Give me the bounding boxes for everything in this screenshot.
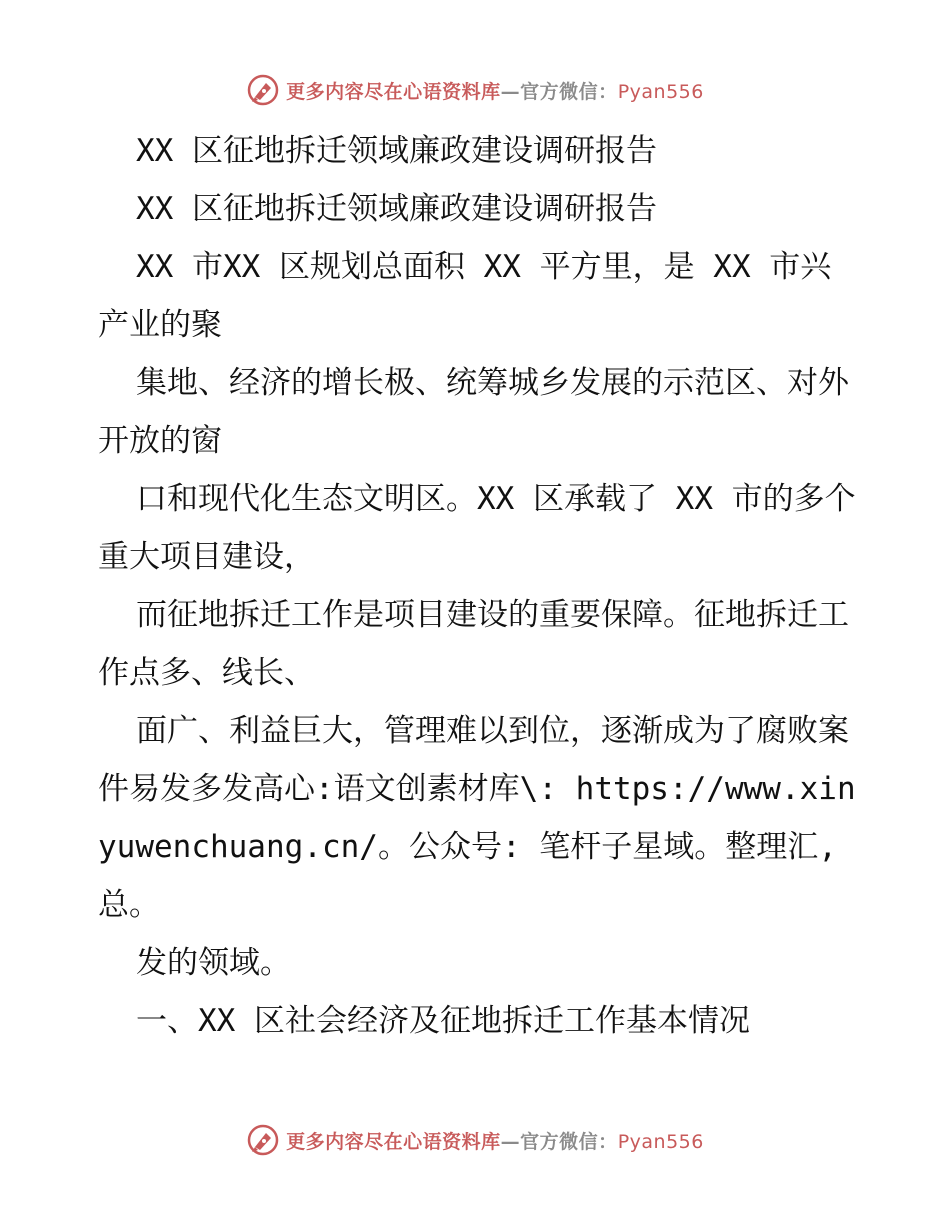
footer-watermark: [0, 1118, 950, 1162]
paragraph: 发的领域。: [136, 945, 291, 981]
section-heading: 一、XX 区社会经济及征地拆迁工作基本情况: [136, 1003, 750, 1039]
paragraph: 面广、利益巨大，管理难以到位，逐渐成为了腐败案件易发多发高心:语文创素材库\: https://www.xinyuwenchuang.cn/。公众号: 笔杆子星域。整理汇,总。: [98, 713, 856, 923]
watermark-text: 更多内容尽在心语资料库—官方微信：Pyan556: [286, 80, 704, 103]
document-heading: XX 区征地拆迁领域廉政建设调研报告: [136, 191, 657, 227]
document-body: [98, 122, 858, 1050]
paragraph: XX 市XX 区规划总面积 XX 平方里，是 XX 市兴产业的聚: [98, 249, 832, 343]
pen-nib-logo-icon: [246, 1123, 280, 1157]
paragraph: 而征地拆迁工作是项目建设的重要保障。征地拆迁工作点多、线长、: [98, 597, 849, 691]
watermark-text: 更多内容尽在心语资料库—官方微信：Pyan556: [286, 1130, 704, 1153]
pen-nib-logo-icon: [246, 73, 280, 107]
document-title: XX 区征地拆迁领域廉政建设调研报告: [136, 133, 657, 169]
paragraph: 口和现代化生态文明区。XX 区承载了 XX 市的多个重大项目建设，: [98, 481, 856, 575]
paragraph: 集地、经济的增长极、统筹城乡发展的示范区、对外开放的窗: [98, 365, 849, 459]
header-watermark: [0, 68, 950, 112]
